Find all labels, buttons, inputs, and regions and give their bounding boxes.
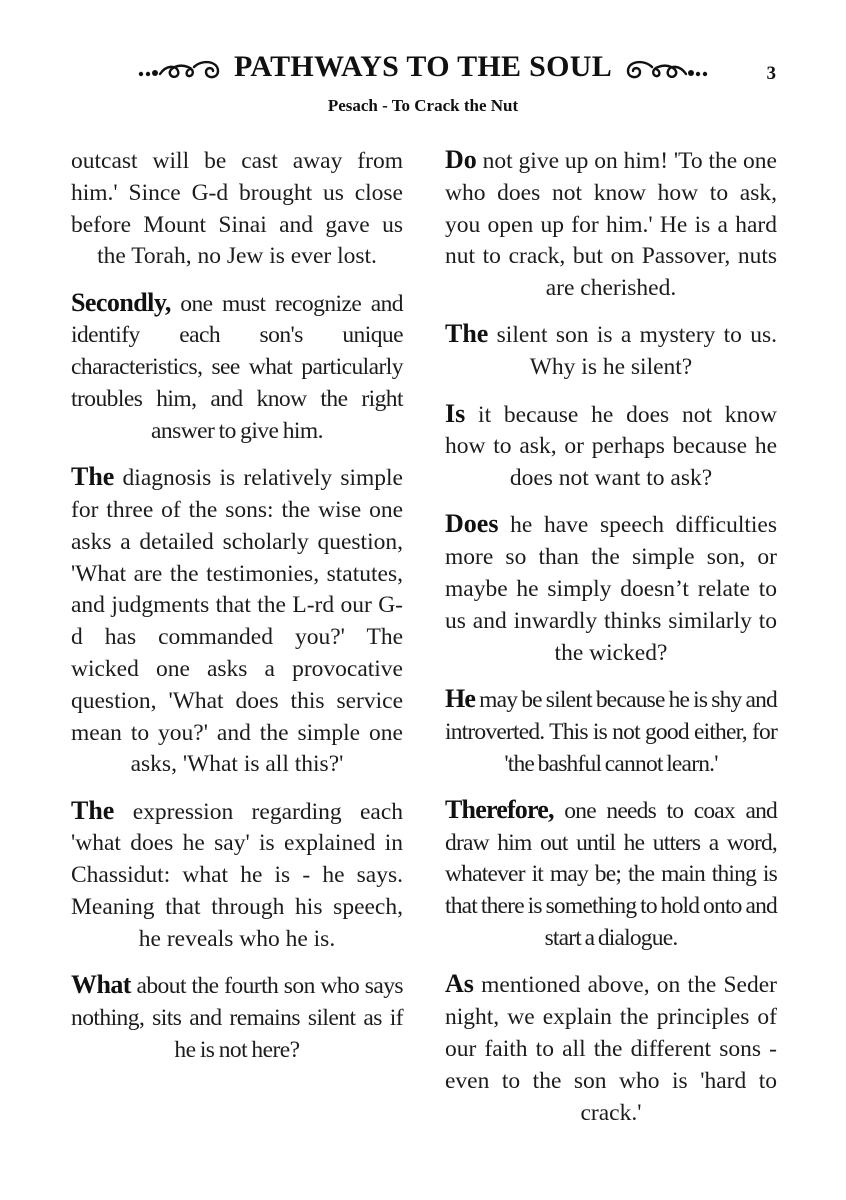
paragraph-text: one must recognize and identify each son's unique characteristics, see what particularly troubles him, and know the right answer to give him. (71, 290, 403, 444)
left-column (71, 144, 403, 1080)
paragraph-text: about the fourth son who says nothing, sits and remains silent as if he is not here? (71, 973, 403, 1063)
paragraph-lead: Do (445, 145, 477, 174)
paragraph-lead: Therefore, (445, 794, 554, 824)
paragraph (71, 969, 403, 1066)
page-number: 3 (766, 63, 776, 84)
paragraph-lead: Secondly, (71, 287, 171, 317)
paragraph-lead: Does (445, 509, 499, 539)
paragraph-text: he have speech difficulties more so than the simple son, or maybe he simply doesn’t relate to us and inwardly thinks similarly to the wicked? (445, 512, 777, 666)
paragraph-text: may be silent because he is shy and introverted. This is not good either, for 'the bashful cannot learn.' (445, 686, 777, 777)
paragraph (445, 398, 777, 495)
paragraph (445, 508, 777, 669)
paragraph (445, 968, 777, 1129)
page-header (0, 50, 846, 90)
paragraph-text: mentioned above, on the Seder night, we explain the principles of our faith to all the different sons - even to the son who is 'hard to crack.' (445, 972, 777, 1126)
paragraph (445, 683, 777, 780)
paragraph (71, 461, 403, 781)
paragraph (71, 287, 403, 448)
paragraph-lead: Is (445, 398, 466, 428)
running-title (138, 50, 708, 84)
header-title: PATHWAYS TO THE SOUL (233, 50, 613, 83)
paragraph (445, 318, 777, 384)
paragraph-lead: The (445, 319, 489, 349)
paragraph (445, 144, 777, 305)
paragraph-text: not give up on him! 'To the one who does not know how to ask, you open up for him.' He is a hard nut to crack, but on Passover, nuts are cherished. (445, 148, 777, 302)
page-subtitle: Pesach - To Crack the Nut (327, 96, 519, 115)
paragraph-text: it because he does not know how to ask, or perhaps because he does not want to ask? (445, 401, 777, 492)
paragraph-lead: As (445, 969, 474, 999)
paragraph-text: expression regarding each 'what does he say' is explained in Chassidut: what he is - he says. Meaning that through his speech, he reveals who he is. (71, 798, 403, 952)
paragraph-text: outcast will be cast away from him.' Since G-d brought us close before Mount Sinai and gave us the Torah, no Jew is ever lost. (71, 148, 403, 270)
paragraph-text: diagnosis is relatively simple for three of the sons: the wise one asks a detailed scholarly question, 'What are the testimonies, statutes, and judgments that the L-rd our G-d has commanded you?' The wicked one asks a provocative question, 'What does this service mean to you?' and the simple one asks, 'What is all this?' (71, 465, 403, 778)
paragraph-lead: The (71, 462, 115, 492)
paragraph-text: one needs to coax and draw him out until he utters a word, whatever it may be; the main thing is that there is something to hold onto and start a dialogue. (445, 797, 777, 952)
paragraph (71, 795, 403, 956)
paragraph-text: silent son is a mystery to us. Why is he silent? (488, 322, 777, 381)
flourish-left-icon (138, 55, 224, 79)
paragraph-lead: The (71, 795, 115, 825)
paragraph (71, 144, 403, 273)
paragraph (445, 794, 777, 955)
flourish-right-icon (622, 55, 708, 79)
paragraph-lead: He (445, 683, 476, 713)
right-column (445, 144, 777, 1143)
paragraph-lead: What (71, 970, 131, 1000)
